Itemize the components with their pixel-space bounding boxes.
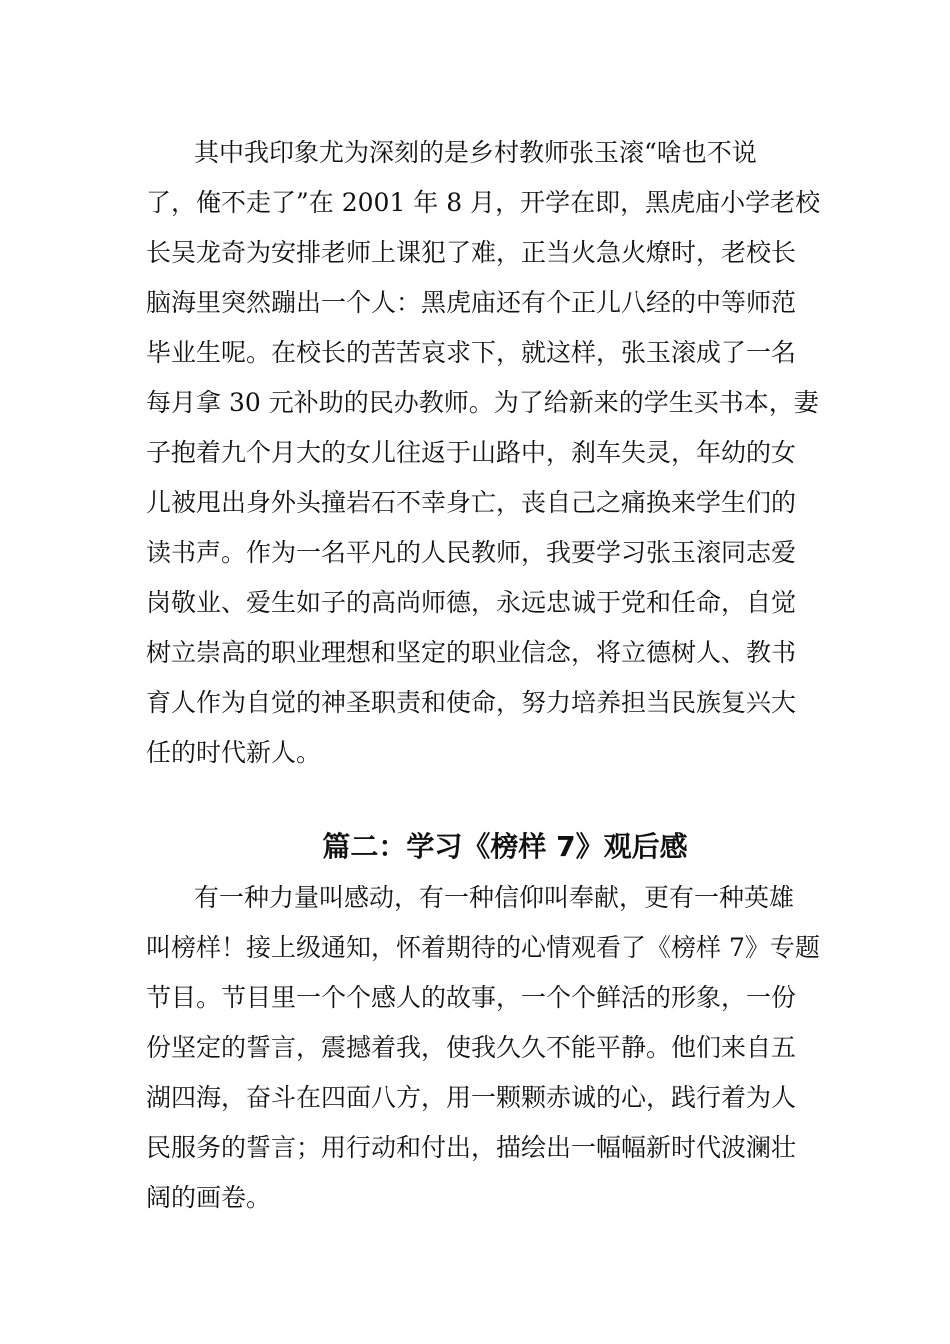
paragraph-zhang-yugun [146,128,821,778]
paragraph-line: 育人作为自觉的神圣职责和使命，努力培养担当民族复兴大 [146,688,797,717]
paragraph-bangyang-review [146,873,820,1223]
paragraph-line: 毕业生呢。在校长的苦苦哀求下，就这样，张玉滚成了一名 [146,338,797,367]
paragraph-line: 脑海里突然蹦出一个人：黑虎庙还有个正儿八经的中等师范 [146,288,797,317]
paragraph-line: 每月拿 30 元补助的民办教师。为了给新来的学生买书本，妻 [146,388,819,417]
paragraph-line: 长吴龙奇为安排老师上课犯了难，正当火急火燎时，老校长 [146,238,797,267]
paragraph-line: 湖四海，奋斗在四面八方，用一颗颗赤诚的心，践行着为人 [146,1083,797,1112]
paragraph-line: 其中我印象尤为深刻的是乡村教师张玉滚“啥也不说 [194,138,757,167]
paragraph-line: 有一种力量叫感动，有一种信仰叫奉献，更有一种英雄 [194,883,795,912]
paragraph-line: 读书声。作为一名平凡的人民教师，我要学习张玉滚同志爱 [146,538,797,567]
paragraph-line: 阔的画卷。 [146,1183,272,1212]
paragraph-line: 节目。节目里一个个感人的故事，一个个鲜活的形象，一份 [146,983,797,1012]
paragraph-line: 民服务的誓言；用行动和付出，描绘出一幅幅新时代波澜壮 [146,1133,797,1162]
paragraph-line: 子抱着九个月大的女儿往返于山路中，刹车失灵，年幼的女 [146,438,797,467]
paragraph-line: 岗敬业、爱生如子的高尚师德，永远忠诚于党和任命，自觉 [146,588,797,617]
paragraph-line: 叫榜样！接上级通知，怀着期待的心情观看了《榜样 7》专题 [146,933,820,962]
paragraph-line: 儿被甩出身外头撞岩石不幸身亡，丧自己之痛换来学生们的 [146,488,797,517]
section-heading: 篇二：学习《榜样 7》观后感 [322,830,688,863]
paragraph-line: 了，俺不走了”在 2001 年 8 月，开学在即，黑虎庙小学老校 [146,188,821,217]
paragraph-line: 份坚定的誓言，震撼着我，使我久久不能平静。他们来自五 [146,1033,797,1062]
paragraph-line: 树立崇高的职业理想和坚定的职业信念，将立德树人、教书 [146,638,797,667]
paragraph-line: 任的时代新人。 [146,738,322,767]
